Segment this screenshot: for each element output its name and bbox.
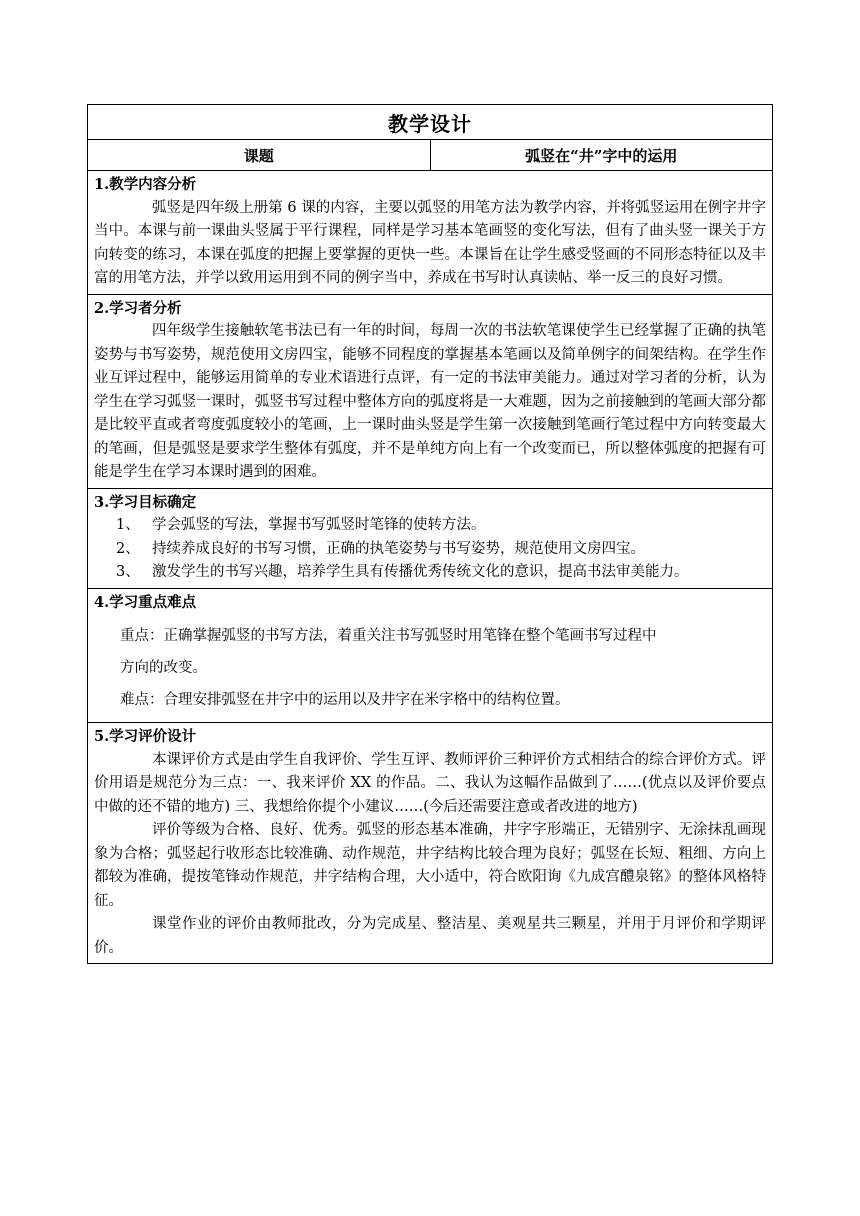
section-paragraph: 弧竖是四年级上册第 6 课的内容，主要以弧竖的用笔方法为教学内容，并将弧竖运用在例字井字当中。本课与前一课曲头竖属于平行课程，同样是学习基本笔画竖的变化写法，但有了曲头竖一课关于方向转变的练习，本课在弧度的把握上要掌握的更快一些。本课旨在让学生感受竖画的不同形态特征以及丰富的用笔方法，并学以致用运用到不同的例字当中，养成在书写时认真读帖、举一反三的良好习惯。 [94,199,766,286]
section-learning-objectives [88,488,773,588]
section-heading: 2.学习者分析 [94,299,182,317]
objective-item [94,561,766,585]
section-paragraph: 四年级学生接触软笔书法已有一年的时间，每周一次的书法软笔课使学生已经掌握了正确的执笔姿势与书写姿势，规范使用文房四宝，能够不同程度的掌握基本笔画以及简单例字的间架结构。在学生作业互评过程中，能够运用简单的专业术语进行点评，有一定的书法审美能力。通过对学习者的分析，认为学生在学习弧竖一课时，弧竖书写过程中整体方向的弧度将是一大难题，因为之前接触到的笔画大部分都是比较平直或者弯度弧度较小的笔画，上一课时曲头竖是学生第一次接触到笔画行笔过程中方向转变最大的笔画，但是弧竖是要求学生整体有弧度，并不是单纯方向上有一个改变而已，所以整体弧度的把握有可能是学生在学习本课时遇到的困难。 [94,323,766,480]
key-point-line-continued: 方向的改变。 [120,660,207,676]
objective-text: 持续养成良好的书写习惯，正确的执笔姿势与书写姿势，规范使用文房四宝。 [152,540,645,557]
objective-item [94,538,766,562]
objective-number: 1、 [116,517,140,533]
objective-number: 3、 [116,564,140,580]
difficult-point-line: 难点：合理安排弧竖在井字中的运用以及井字在米字格中的结构位置。 [120,692,570,708]
lesson-design-document [87,104,773,964]
section-learner-analysis [88,294,773,488]
section-heading: 4.学习重点难点 [94,593,197,611]
objective-number: 2、 [116,540,140,557]
document-title: 教学设计 [88,105,773,140]
topic-label: 课题 [88,140,431,171]
section-evaluation-design [88,723,773,964]
section-paragraph: 评价等级为合格、良好、优秀。弧竖的形态基本准确，井字字形端正，无错别字、无涂抹乱画现象为合格；弧竖起行收形态比较准确、动作规范，井字结构比较合理为良好；弧竖在长短、粗细、方向上都较为准确，提按笔锋动作规范，井字结构合理，大小适中，符合欧阳询《九成宫醴泉铭》的整体风格特征。 [94,822,766,909]
section-content-analysis [88,171,773,295]
section-heading: 3.学习目标确定 [94,493,197,511]
section-heading: 5.学习评价设计 [94,728,197,745]
objective-text: 激发学生的书写兴趣，培养学生具有传播优秀传统文化的意识，提高书法审美能力。 [152,564,689,580]
objective-text: 学会弧竖的写法，掌握书写弧竖时笔锋的使转方法。 [152,517,486,533]
objective-item [94,514,766,538]
section-heading: 1.教学内容分析 [94,176,197,193]
key-point-line: 重点：正确掌握弧竖的书写方法，着重关注书写弧竖时用笔锋在整个笔画书写过程中 [120,628,657,644]
section-paragraph: 课堂作业的评价由教师批改，分为完成星、整洁星、美观星共三颗星，并用于月评价和学期评价。 [94,916,766,956]
topic-value: 弧竖在“井”字中的运用 [430,140,773,171]
lesson-design-table [87,104,773,964]
section-key-difficult-points [88,588,773,723]
section-paragraph: 本课评价方式是由学生自我评价、学生互评、教师评价三种评价方式相结合的综合评价方式。评价用语是规范分为三点：一、我来评价 XX 的作品。二、我认为这幅作品做到了……(优点以及评价要点中做的还不错的地方) 三、我想给你提个小建议……(今后还需要注意或者改进的地方) [94,751,766,815]
